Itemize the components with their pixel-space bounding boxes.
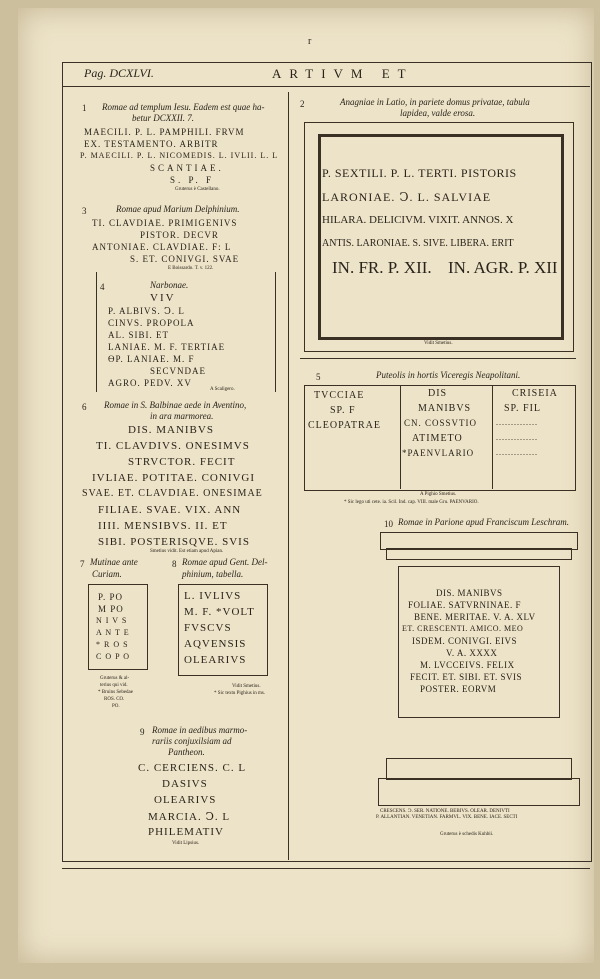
inscription-line: DIS. MANIBVS [128,424,214,436]
inscription-line: .............. [496,433,538,442]
caption: rariis conjuxilsiam ad [152,736,232,746]
inscription-line: P. SEXTILI. P. L. TERTI. PISTORIS [322,166,517,180]
inscription-line: DIS. MANIBVS [436,588,503,598]
source-note: Vidit Smetius. [232,684,261,689]
inscription-line: C O P O [96,652,131,661]
caption: in ara marmorea. [150,411,214,421]
inscription-line: IN. FR. P. XII. [332,258,432,277]
caption: Narbonae. [150,280,189,290]
inscription-line: AL. SIBI. ET [108,330,169,340]
top-mark: r [308,36,312,47]
inscription-line: POSTER. EORVM [420,684,497,694]
inscription-line: BENE. MERITAE. V. A. XLV [414,612,536,622]
inscription-line: LARONIAE. Ↄ. L. SALVIAE [322,190,492,204]
inscription-line: IN. AGR. P. XII [448,258,558,277]
inscription-line: ET. CRESCENTI. AMICO. MEO [402,624,524,633]
source-note: Vidit Smetius. [424,341,453,346]
source-note: A Scaligero. [210,387,235,392]
inscription-line: N I V S [96,616,128,625]
inscription-line: TVCCIAE [314,390,365,401]
inscription-line: V. A. XXXX [446,648,498,658]
inscription-number: 2 [300,99,305,109]
inscription-number: 7 [80,559,85,569]
inscription-line: PHILEMATIV [148,826,224,838]
inscription-line: L. IVLIVS [184,590,242,602]
inscription-line: FOLIAE. SATVRNINAE. F [408,600,522,610]
inscription-number: 8 [172,559,177,569]
inscription-line: AGRO. PEDV. XV [108,378,192,388]
inscription-line: IIII. MENSIBVS. II. ET [98,520,228,532]
caption: phinium, tabella. [182,569,244,579]
source-note: * Sic lego uti cete. ia. Scil. Ind. cap. VIII. male Gru. PAENVARIO. [344,500,479,505]
source-note: Gruterus & al- [100,676,130,681]
caption: Romae ad templum Iesu. Eadem est quae ha- [102,102,265,112]
source-note: Smetius vidit. Est etiam apud Apian. [150,549,224,554]
pedestal-base-moulding [386,758,572,780]
inscription-line: CINVS. PROPOLA [108,318,195,328]
inscription-line: DASIVS [162,778,208,790]
inscription-line: M PO [98,604,124,614]
source-note: PO. [112,704,120,709]
source-note: * Sic textu Pighius in ms. [214,691,266,696]
page-number: Pag. DCXLVI. [84,66,154,80]
rule [275,272,276,392]
caption: Romae in Parione apud Franciscum Leschram. [398,517,569,527]
inscription-line: VIV [150,292,176,304]
caption: Romae apud Marium Delphinium. [116,204,240,214]
inscription-line: TI. CLAVDIVS. ONESIMVS [96,440,250,452]
source-note: Gruterus è schedis Kuhbii. [440,832,494,837]
inscription-line: OLEARIVS [184,654,247,666]
inscription-line: *PAENVLARIO [402,448,475,458]
inscription-line: TI. CLAVDIAE. PRIMIGENIVS [92,218,238,228]
inscription-line: P. ALLANTIAN. VENETIAN. FARMVL. VIX. BENE. IACE. SECTI [376,815,518,820]
inscription-line: A N T E [96,628,130,637]
rule [96,272,97,392]
source-note: terius qui vid. [100,683,128,688]
inscription-line: ANTONIAE. CLAVDIAE. F: L [92,242,232,252]
inscription-line: STRVCTOR. FECIT [128,456,236,468]
inscription-line: MARCIA. Ↄ. L [148,811,231,823]
pedestal-moulding [386,548,572,560]
source-note: ROS. CO. [104,697,125,702]
inscription-line: CRESCENS. Ↄ. SER. NATIONE. BEBIVS. OLEAR. DENIVTI [380,809,510,814]
caption: Romae in aedibus marmo- [152,725,248,735]
inscription-line: FECIT. ET. SIBI. ET. SVIS [410,672,522,682]
inscription-line: MAECILI. P. L. PAMPHILI. FRVM [84,127,245,137]
caption: lapidea, valde erosa. [400,108,476,118]
caption: Romae in S. Balbinae aede in Aventino, [104,400,247,410]
inscription-line: ATIMETO [412,433,463,444]
inscription-line: S. P. F [170,175,215,185]
caption: Curiam. [92,569,122,579]
inscription-line: .............. [496,418,538,427]
inscription-line: SP. F [330,405,356,416]
inscription-number: 6 [82,402,87,412]
source-note: Vidit Lipsius. [172,841,200,846]
inscription-line: AQVENSIS [184,638,247,650]
tablet-inner-frame [318,134,564,340]
inscription-line: DIS [428,388,448,399]
rule [400,385,401,489]
inscription-line: ƟP. LANIAE. M. F [108,354,195,364]
inscription-line: HILARA. DELICIVM. VIXIT. ANNOS. X [322,214,514,226]
inscription-line: S. ET. CONIVGI. SVAE [130,254,240,264]
inscription-line: LANIAE. M. F. TERTIAE [108,342,226,352]
pedestal-plinth [378,778,580,806]
inscription-line: SP. FIL [504,403,542,414]
running-title: ARTIVM ET [272,66,414,81]
inscription-line: ISDEM. CONIVGI. EIVS [412,636,517,646]
inscription-number: 9 [140,727,145,737]
inscription-line: MANIBVS [418,403,472,414]
caption: Puteolis in hortis Viceregis Neapolitani. [376,370,521,380]
inscription-line: SIBI. POSTERISQVE. SVIS [98,536,250,548]
rule [300,358,576,359]
inscription-line: ANTIS. LARONIAE. S. SIVE. LIBERA. ERIT [322,238,514,249]
source-note: Gruterus è Castellano. [175,187,220,192]
inscription-line: SCANTIAE. [150,163,224,173]
inscription-number: 5 [316,372,321,382]
inscription-line: * R O S [96,640,129,649]
inscription-line: P. MAECILI. P. L. NICOMEDIS. L. IVLII. L. L [80,151,279,160]
inscription-line: OLEARIVS [154,794,217,806]
inscription-line: IVLIAE. POTITAE. CONIVGI [92,472,256,484]
inscription-number: 1 [82,103,87,113]
inscription-number: 10 [384,519,393,529]
inscription-line: FVSCVS [184,622,232,634]
source-note: A Pighio Smetius. [420,492,457,497]
bottom-rule [62,868,590,869]
column-divider [288,92,289,860]
caption: Mutinae ante [90,557,138,567]
caption: Pantheon. [168,747,205,757]
header-rule [62,86,590,87]
caption: betur DCXXII. 7. [132,113,194,123]
caption: Romae apud Gent. Del- [182,557,268,567]
inscription-line: M. F. *VOLT [184,606,255,618]
inscription-line: EX. TESTAMENTO. ARBITR [84,139,219,149]
inscription-line: P. ALBIVS. Ↄ. L [108,306,185,316]
rule [492,385,493,489]
inscription-line: .............. [496,448,538,457]
source-note: * Bruins Sebedae [98,690,133,695]
inscription-line: C. CERCIENS. C. L [138,762,247,774]
inscription-line: CLEOPATRAE [308,420,381,431]
inscription-line: PISTOR. DECVR [140,230,219,240]
inscription-line: SECVNDAE [150,366,207,376]
inscription-line: SVAE. ET. CLAVDIAE. ONESIMAE [82,488,263,499]
inscription-number: 4 [100,282,105,292]
source-note: E Boissardo. T. v. 122. [168,266,214,271]
inscription-line: P. PO [98,592,124,602]
inscription-number: 3 [82,206,87,216]
inscription-line: CRISEIA [512,388,558,399]
caption: Anagniae in Latio, in pariete domus privatae, tabula [340,97,530,107]
inscription-line: FILIAE. SVAE. VIX. ANN [98,504,242,516]
inscription-line: M. LVCCEIVS. FELIX [420,660,515,670]
inscription-line: CN. COSSVTIO [404,418,478,428]
